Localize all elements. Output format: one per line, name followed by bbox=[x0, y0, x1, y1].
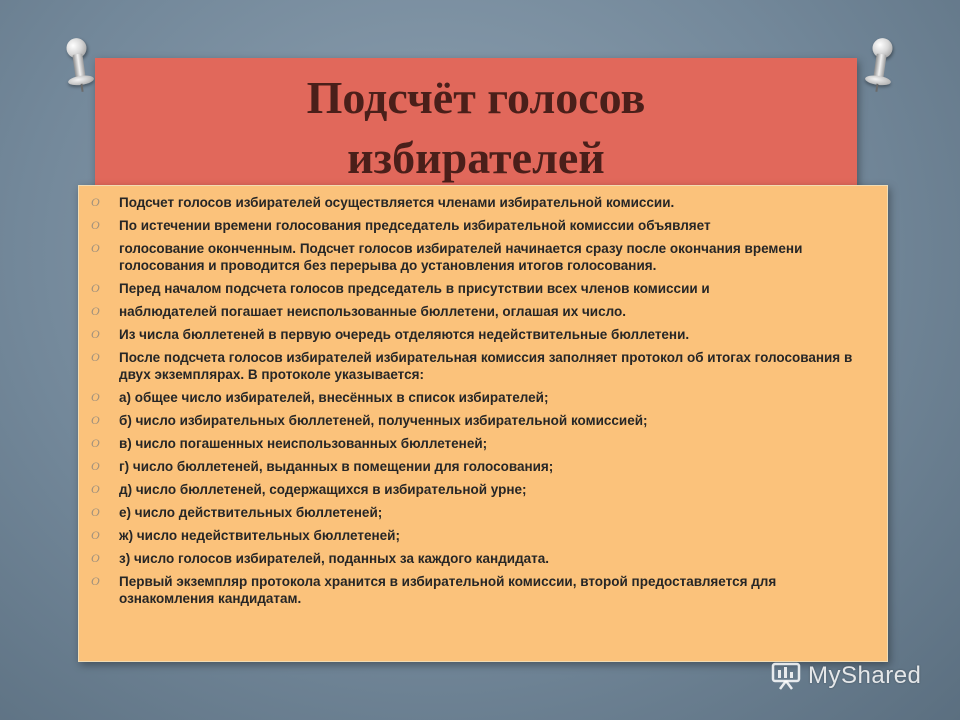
title-line-1: Подсчёт голосов bbox=[306, 72, 646, 123]
bullet-item bbox=[91, 194, 873, 211]
watermark-text: MyShared bbox=[808, 662, 922, 689]
slide-title bbox=[95, 68, 857, 188]
bullet-text: з) число голосов избирателей, поданных за каждого кандидата. bbox=[119, 551, 550, 566]
bullet-text: е) число действительных бюллетеней; bbox=[119, 505, 383, 520]
bullet-item bbox=[91, 240, 873, 274]
bullet-text: д) число бюллетеней, содержащихся в избирательной урне; bbox=[119, 482, 527, 497]
bullet-marker-icon: O bbox=[91, 505, 100, 519]
bullet-text: в) число погашенных неиспользованных бюллетеней; bbox=[119, 436, 488, 451]
bullet-text: г) число бюллетеней, выданных в помещении для голосования; bbox=[119, 459, 554, 474]
bullet-marker-icon: O bbox=[91, 350, 100, 364]
title-line-2: избирателей bbox=[347, 132, 605, 183]
bullet-marker-icon: O bbox=[91, 281, 100, 295]
bullet-text: Перед началом подсчета голосов председатель в присутствии всех членов комиссии и bbox=[119, 281, 710, 296]
bullet-marker-icon: O bbox=[91, 436, 100, 450]
presentation-board-icon bbox=[770, 661, 802, 691]
bullet-marker-icon: O bbox=[91, 482, 100, 496]
pushpin-right-icon bbox=[861, 36, 899, 96]
bullet-marker-icon: O bbox=[91, 327, 100, 341]
bullet-item bbox=[91, 389, 873, 406]
bullet-marker-icon: O bbox=[91, 218, 100, 232]
bullet-item bbox=[91, 481, 873, 498]
content-card bbox=[78, 185, 888, 662]
pushpin-left-icon bbox=[60, 36, 98, 96]
bullet-item bbox=[91, 550, 873, 567]
bullet-marker-icon: O bbox=[91, 195, 100, 209]
bullet-text: Подсчет голосов избирателей осуществляется членами избирательной комиссии. bbox=[119, 195, 675, 210]
bullet-marker-icon: O bbox=[91, 574, 100, 588]
bullet-item bbox=[91, 504, 873, 521]
bullet-text: Из числа бюллетеней в первую очередь отделяются недействительные бюллетени. bbox=[119, 327, 690, 342]
bullet-marker-icon: O bbox=[91, 528, 100, 542]
bullet-text: наблюдателей погашает неиспользованные бюллетени, оглашая их число. bbox=[119, 304, 626, 319]
bullet-marker-icon: O bbox=[91, 241, 100, 255]
bullet-item bbox=[91, 458, 873, 475]
bullet-item bbox=[91, 326, 873, 343]
bullet-text: После подсчета голосов избирателей избирательная комиссия заполняет протокол об итогах голосования в двух экземплярах. В протоколе указывается: bbox=[119, 350, 853, 382]
watermark bbox=[770, 660, 921, 692]
bullet-item bbox=[91, 349, 873, 383]
bullet-marker-icon: O bbox=[91, 413, 100, 427]
bullet-marker-icon: O bbox=[91, 304, 100, 318]
bullet-text: голосование оконченным. Подсчет голосов избирателей начинается сразу после окончания времени голосования и проводится без перерыва до установления итогов голосования. bbox=[119, 241, 803, 273]
bullet-marker-icon: O bbox=[91, 459, 100, 473]
bullet-item bbox=[91, 217, 873, 234]
bullet-text: Первый экземпляр протокола хранится в избирательной комиссии, второй предоставляется для ознакомления кандидатам. bbox=[119, 574, 777, 606]
bullet-item bbox=[91, 412, 873, 429]
bullet-text: ж) число недействительных бюллетеней; bbox=[119, 528, 400, 543]
bullet-text: б) число избирательных бюллетеней, полученных избирательной комиссией; bbox=[119, 413, 648, 428]
bullet-item bbox=[91, 527, 873, 544]
bullet-item bbox=[91, 303, 873, 320]
bullet-item bbox=[91, 280, 873, 297]
bullet-list bbox=[91, 194, 873, 613]
bullet-text: По истечении времени голосования председатель избирательной комиссии объявляет bbox=[119, 218, 711, 233]
bullet-marker-icon: O bbox=[91, 551, 100, 565]
bullet-item bbox=[91, 435, 873, 452]
bullet-marker-icon: O bbox=[91, 390, 100, 404]
bullet-text: а) общее число избирателей, внесённых в список избирателей; bbox=[119, 390, 549, 405]
bullet-item bbox=[91, 573, 873, 607]
